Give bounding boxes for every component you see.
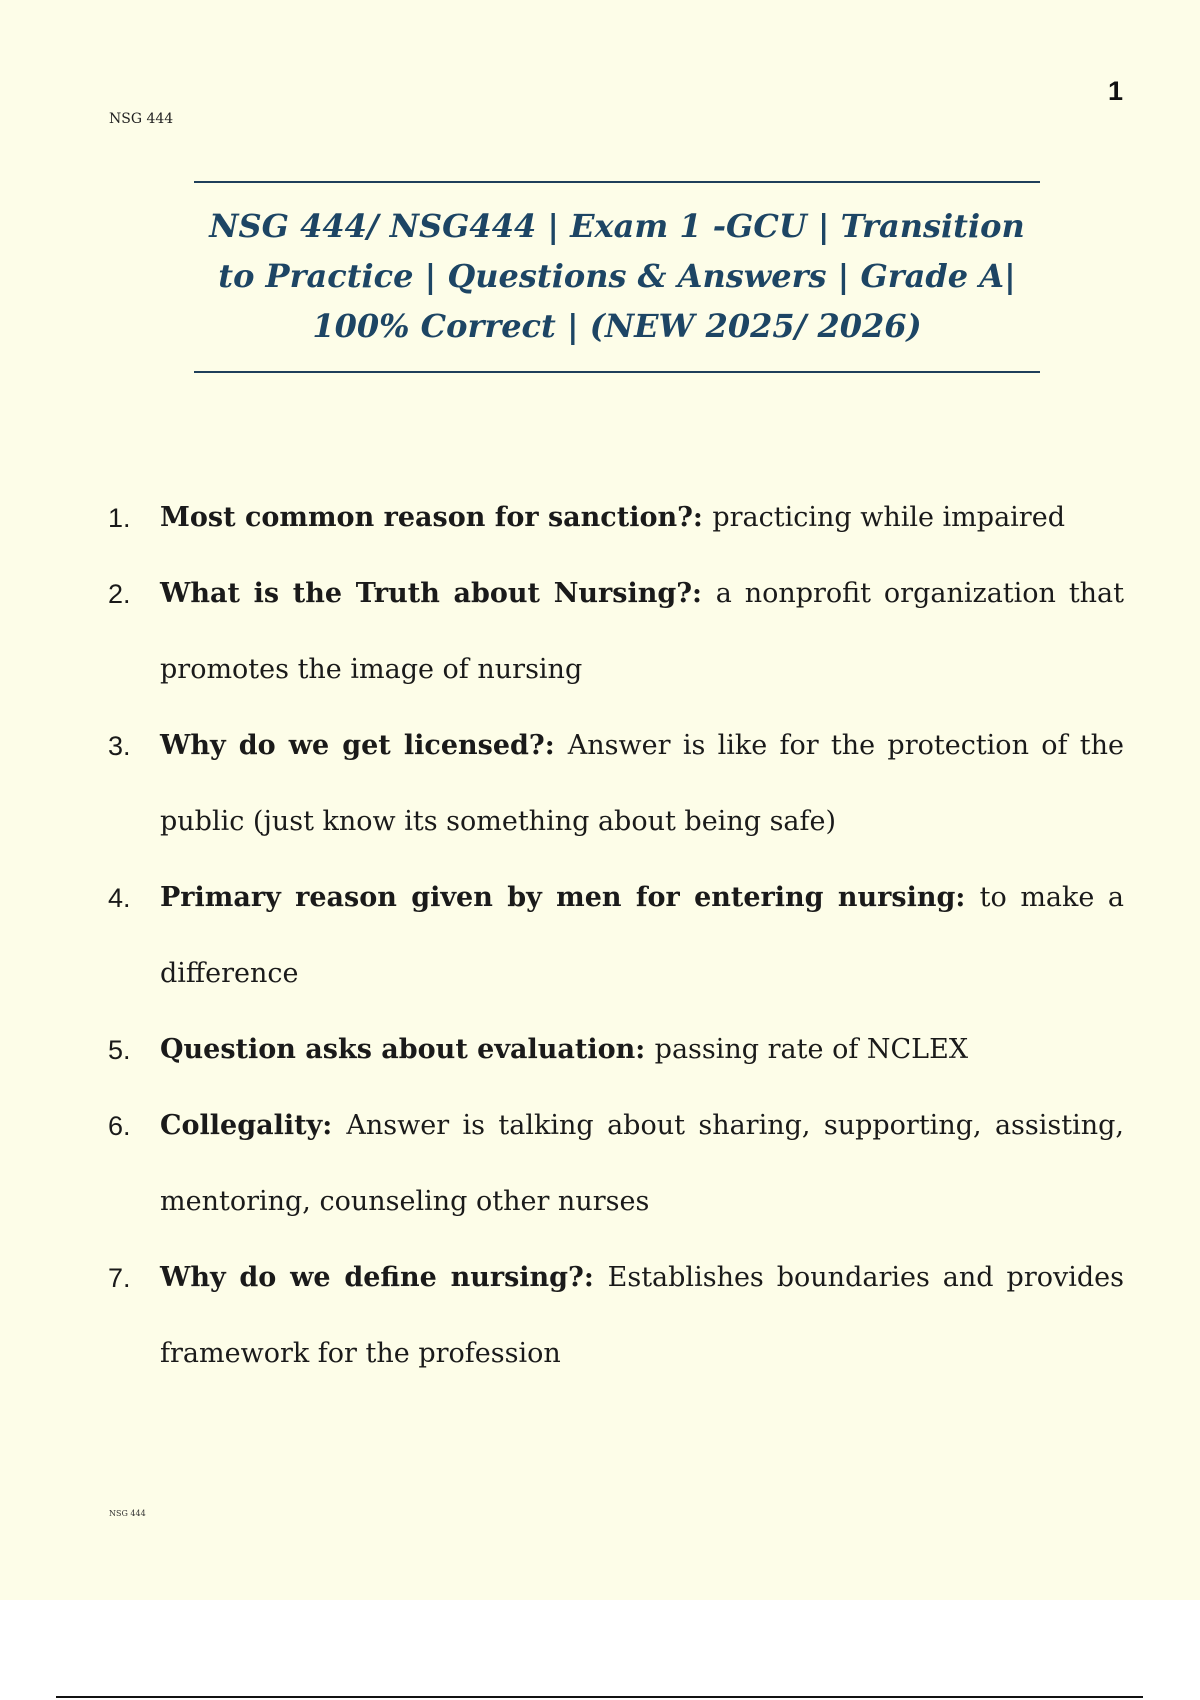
list-item — [108, 480, 1124, 556]
item-answer: passing rate of NCLEX — [654, 1034, 969, 1065]
item-answer: practicing while impaired — [712, 502, 1065, 533]
list-item — [108, 860, 1124, 1012]
running-header: NSG 444 — [109, 111, 174, 127]
next-page-rule — [56, 1696, 1143, 1698]
qa-list — [108, 480, 1124, 1392]
item-answer: to make a difference — [160, 882, 1124, 989]
item-number: 6. — [108, 1111, 131, 1141]
item-question: Question asks about evaluation: — [160, 1034, 655, 1065]
running-footer: NSG 444 — [109, 1509, 146, 1518]
item-number: 5. — [108, 1035, 131, 1065]
item-question: Why do we get licensed?: — [160, 730, 568, 761]
item-number: 1. — [108, 503, 131, 533]
page-number: 1 — [1107, 76, 1123, 106]
item-answer: Answer is like for the protection of the public (just know its something about being safe) — [160, 730, 1124, 837]
item-number: 4. — [108, 883, 131, 913]
item-question: Collegality: — [160, 1110, 347, 1141]
item-number: 2. — [108, 579, 131, 609]
item-question: Primary reason given by men for entering nursing: — [160, 882, 980, 913]
title-rule-bottom — [194, 371, 1040, 373]
item-answer: Answer is talking about sharing, supporting, assisting, mentoring, counseling other nurses — [160, 1110, 1125, 1217]
item-number: 3. — [108, 731, 131, 761]
item-question: Most common reason for sanction?: — [160, 502, 713, 533]
item-answer: Establishes boundaries and provides framework for the profession — [160, 1262, 1124, 1369]
item-number: 7. — [108, 1263, 131, 1293]
item-answer: a nonprofit organization that promotes the image of nursing — [160, 578, 1125, 685]
list-item — [108, 708, 1124, 860]
list-item — [108, 1240, 1124, 1392]
item-question: What is the Truth about Nursing?: — [160, 578, 716, 609]
item-question: Why do we define nursing?: — [160, 1262, 608, 1293]
document-title: NSG 444/ NSG444 | Exam 1 -GCU | Transition to Practice | Questions & Answers | Grade A| 100% Correct | (NEW 2025/ 2026) — [209, 207, 1025, 345]
list-item — [108, 556, 1124, 708]
title-rule-top — [194, 181, 1040, 183]
list-item — [108, 1012, 1124, 1088]
list-item — [108, 1088, 1124, 1240]
